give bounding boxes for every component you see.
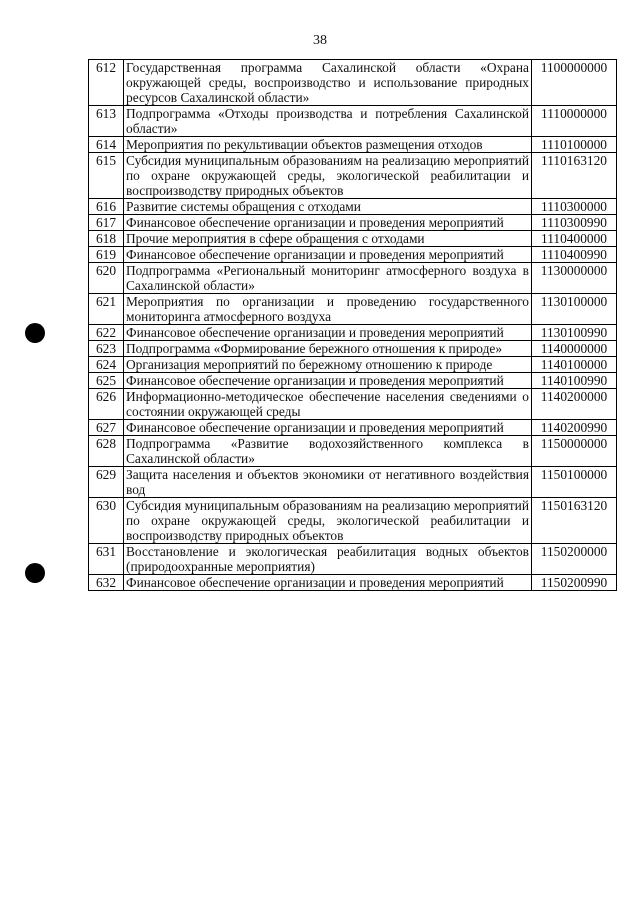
table-row: [89, 215, 617, 231]
row-code: 1110000000: [532, 106, 617, 137]
row-number: 631: [89, 544, 124, 575]
row-name: Защита населения и объектов экономики от негативного воздействия вод: [124, 467, 532, 498]
row-code: 1130100990: [532, 325, 617, 341]
row-name: Подпрограмма «Развитие водохозяйственного комплекса в Сахалинской области»: [124, 436, 532, 467]
row-name: Подпрограмма «Региональный мониторинг атмосферного воздуха в Сахалинской области»: [124, 263, 532, 294]
table-row: [89, 575, 617, 591]
row-number: 622: [89, 325, 124, 341]
row-name: Финансовое обеспечение организации и проведения мероприятий: [124, 373, 532, 389]
row-code: 1140100000: [532, 357, 617, 373]
row-code: 1110400990: [532, 247, 617, 263]
row-name: Финансовое обеспечение организации и проведения мероприятий: [124, 215, 532, 231]
table-row: [89, 263, 617, 294]
row-number: 617: [89, 215, 124, 231]
table-row: [89, 325, 617, 341]
row-name: Подпрограмма «Отходы производства и потребления Сахалинской области»: [124, 106, 532, 137]
row-number: 613: [89, 106, 124, 137]
table-row: [89, 467, 617, 498]
row-number: 632: [89, 575, 124, 591]
row-name: Субсидия муниципальным образованиям на реализацию мероприятий по охране окружающей среды, экологической реабилитации и воспроизводству природных объектов: [124, 498, 532, 544]
row-code: 1150000000: [532, 436, 617, 467]
row-number: 627: [89, 420, 124, 436]
row-name: Финансовое обеспечение организации и проведения мероприятий: [124, 325, 532, 341]
row-number: 621: [89, 294, 124, 325]
row-code: 1150100000: [532, 467, 617, 498]
table-row: [89, 373, 617, 389]
row-name: Восстановление и экологическая реабилитация водных объектов (природоохранные мероприятия): [124, 544, 532, 575]
row-number: 616: [89, 199, 124, 215]
row-name: Подпрограмма «Формирование бережного отношения к природе»: [124, 341, 532, 357]
row-code: 1140200000: [532, 389, 617, 420]
row-number: 625: [89, 373, 124, 389]
row-name: Организация мероприятий по бережному отношению к природе: [124, 357, 532, 373]
row-name: Финансовое обеспечение организации и проведения мероприятий: [124, 247, 532, 263]
table-row: [89, 106, 617, 137]
row-code: 1110400000: [532, 231, 617, 247]
row-number: 614: [89, 137, 124, 153]
row-code: 1130000000: [532, 263, 617, 294]
table-row: [89, 544, 617, 575]
row-code: 1140000000: [532, 341, 617, 357]
page-number: 38: [313, 33, 327, 48]
row-code: 1140100990: [532, 373, 617, 389]
table-row: [89, 357, 617, 373]
row-number: 612: [89, 60, 124, 106]
row-name: Мероприятия по организации и проведению государственного мониторинга атмосферного воздуха: [124, 294, 532, 325]
row-name: Развитие системы обращения с отходами: [124, 199, 532, 215]
row-code: 1150163120: [532, 498, 617, 544]
row-name: Субсидия муниципальным образованиям на реализацию мероприятий по охране окружающей среды, экологической реабилитации и воспроизводству природных объектов: [124, 153, 532, 199]
row-code: 1150200000: [532, 544, 617, 575]
row-number: 623: [89, 341, 124, 357]
row-name: Информационно-методическое обеспечение населения сведениями о состоянии окружающей среды: [124, 389, 532, 420]
row-name: Государственная программа Сахалинской области «Охрана окружающей среды, воспроизводство и использование природных ресурсов Сахалинской области»: [124, 60, 532, 106]
row-number: 624: [89, 357, 124, 373]
punch-hole: [25, 323, 45, 343]
row-code: 1150200990: [532, 575, 617, 591]
row-number: 626: [89, 389, 124, 420]
row-number: 619: [89, 247, 124, 263]
row-number: 628: [89, 436, 124, 467]
budget-classification-table: [88, 59, 617, 591]
row-name: Мероприятия по рекультивации объектов размещения отходов: [124, 137, 532, 153]
row-number: 630: [89, 498, 124, 544]
row-code: 1110163120: [532, 153, 617, 199]
row-code: 1130100000: [532, 294, 617, 325]
table-row: [89, 199, 617, 215]
table-row: [89, 153, 617, 199]
table-row: [89, 137, 617, 153]
table-row: [89, 294, 617, 325]
row-code: 1110300990: [532, 215, 617, 231]
row-code: 1110100000: [532, 137, 617, 153]
table-row: [89, 247, 617, 263]
row-number: 620: [89, 263, 124, 294]
row-name: Финансовое обеспечение организации и проведения мероприятий: [124, 420, 532, 436]
table-row: [89, 341, 617, 357]
row-code: 1110300000: [532, 199, 617, 215]
table-row: [89, 231, 617, 247]
punch-hole: [25, 563, 45, 583]
table-row: [89, 389, 617, 420]
row-number: 618: [89, 231, 124, 247]
table-row: [89, 498, 617, 544]
row-number: 629: [89, 467, 124, 498]
table-row: [89, 60, 617, 106]
row-number: 615: [89, 153, 124, 199]
row-code: 1140200990: [532, 420, 617, 436]
row-name: Прочие мероприятия в сфере обращения с отходами: [124, 231, 532, 247]
row-name: Финансовое обеспечение организации и проведения мероприятий: [124, 575, 532, 591]
table-row: [89, 420, 617, 436]
row-code: 1100000000: [532, 60, 617, 106]
table-row: [89, 436, 617, 467]
